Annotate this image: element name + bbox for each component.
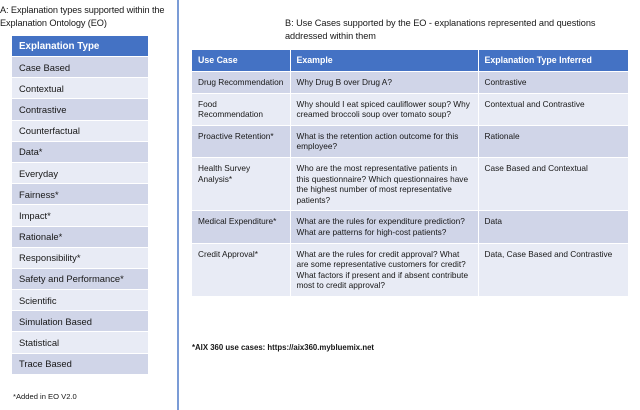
example-cell: Why Drug B over Drug A? (290, 72, 478, 94)
panel-b-title: B: Use Cases supported by the EO - explanations represented and questions addressed within them (285, 18, 596, 41)
explanation-type-cell: Rationale* (12, 226, 148, 247)
table-row[interactable] (12, 332, 148, 353)
explanation-type-cell: Safety and Performance* (12, 268, 148, 289)
panel-b-footnote: *AIX 360 use cases: https://aix360.mybluemix.net (192, 343, 375, 352)
example-cell: Why should I eat spiced cauliflower soup? Why creamed broccoli soup over tomato soup? (290, 93, 478, 125)
explanation-type-cell: Trace Based (12, 353, 148, 374)
column-header-example: Example (290, 50, 478, 72)
explanation-type-cell: Contrastive (12, 99, 148, 120)
table-row[interactable] (12, 353, 148, 374)
use-case-cell: Credit Approval* (192, 243, 290, 296)
table-row[interactable] (12, 268, 148, 289)
table-row[interactable] (12, 99, 148, 120)
use-case-cell: Drug Recommendation (192, 72, 290, 94)
table-row[interactable] (192, 93, 628, 125)
explanation-type-cell: Simulation Based (12, 311, 148, 332)
explanation-type-cell: Case Based (12, 57, 148, 78)
explanation-type-inferred-cell: Data (478, 211, 628, 243)
example-cell: What are the rules for credit approval? What are some representative customers for credit? What factors if present and if absent contribute most to credit approval? (290, 243, 478, 296)
use-case-cell: Proactive Retention* (192, 125, 290, 157)
table-header-row (12, 36, 148, 57)
use-cases-table-body (192, 50, 628, 296)
explanation-types-table (12, 36, 148, 375)
panel-a-footnote: *Added in EO V2.0 (13, 392, 77, 401)
table-row[interactable] (12, 247, 148, 268)
column-header-explanation-type-inferred: Explanation Type Inferred (478, 50, 628, 72)
explanation-type-cell: Data* (12, 141, 148, 162)
table-row[interactable] (12, 311, 148, 332)
use-case-cell: Medical Expenditure* (192, 211, 290, 243)
explanation-type-inferred-cell: Data, Case Based and Contrastive (478, 243, 628, 296)
table-row[interactable] (192, 211, 628, 243)
example-cell: What is the retention action outcome for this employee? (290, 125, 478, 157)
explanation-type-cell: Fairness* (12, 184, 148, 205)
explanation-type-cell: Counterfactual (12, 120, 148, 141)
column-header-use-case: Use Case (192, 50, 290, 72)
explanation-type-inferred-cell: Contextual and Contrastive (478, 93, 628, 125)
panel-use-cases (179, 0, 640, 410)
explanation-type-inferred-cell: Case Based and Contextual (478, 157, 628, 210)
table-row[interactable] (12, 57, 148, 78)
table-row[interactable] (192, 125, 628, 157)
table-row[interactable] (12, 184, 148, 205)
explanation-type-inferred-cell: Contrastive (478, 72, 628, 94)
explanation-types-table-body (12, 36, 148, 374)
table-row[interactable] (12, 205, 148, 226)
table-row[interactable] (12, 226, 148, 247)
panel-a-title: A: Explanation types supported within the Explanation Ontology (EO) (0, 5, 165, 28)
table-row[interactable] (192, 157, 628, 210)
explanation-type-cell: Impact* (12, 205, 148, 226)
explanation-type-cell: Scientific (12, 290, 148, 311)
explanation-type-cell: Everyday (12, 162, 148, 183)
table-row[interactable] (12, 290, 148, 311)
table-row[interactable] (192, 72, 628, 94)
panel-explanation-types (0, 0, 177, 410)
example-cell: What are the rules for expenditure prediction? What are patterns for high-cost patients? (290, 211, 478, 243)
table-row[interactable] (12, 78, 148, 99)
column-header-explanation-type: Explanation Type (12, 36, 148, 57)
use-case-cell: Health Survey Analysis* (192, 157, 290, 210)
example-cell: Who are the most representative patients in this questionnaire? Which questionnaires have the highest number of most representative patients? (290, 157, 478, 210)
explanation-type-cell: Responsibility* (12, 247, 148, 268)
explanation-type-inferred-cell: Rationale (478, 125, 628, 157)
table-row[interactable] (192, 243, 628, 296)
explanation-type-cell: Contextual (12, 78, 148, 99)
use-case-cell: Food Recommendation (192, 93, 290, 125)
explanation-type-cell: Statistical (12, 332, 148, 353)
table-header-row (192, 50, 628, 72)
use-cases-table (192, 50, 628, 297)
table-row[interactable] (12, 162, 148, 183)
table-row[interactable] (12, 141, 148, 162)
table-row[interactable] (12, 120, 148, 141)
